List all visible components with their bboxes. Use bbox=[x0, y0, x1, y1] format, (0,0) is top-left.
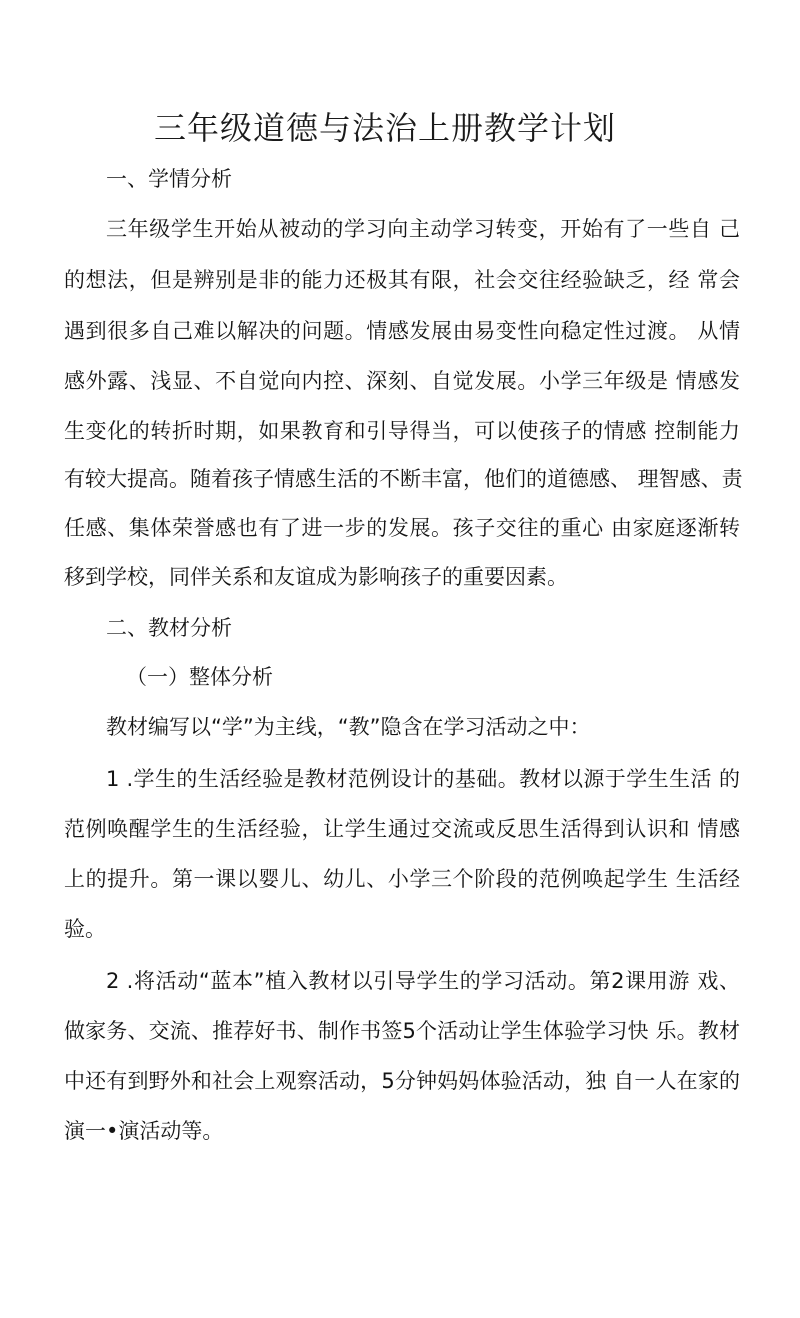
point-line: 中还有到野外和社会上观察活动，5分钟妈妈体验活动，独 自一人在家的 bbox=[64, 1069, 740, 1093]
point-line: 验。 bbox=[64, 917, 106, 941]
section-heading-learning-analysis: 一、学情分析 bbox=[106, 167, 232, 191]
paragraph-line: 遇到很多自己难以解决的问题。情感发展由易变性向稳定性过渡。 从情 bbox=[64, 319, 740, 343]
point-line: 2 .将活动“蓝本”植入教材以引导学生的学习活动。第2课用游 戏、 bbox=[106, 969, 740, 993]
point-line: 范例唤醒学生的生活经验，让学生通过交流或反思生活得到认识和 情感 bbox=[64, 817, 740, 841]
intro-line: 教材编写以“学”为主线，“教”隐含在学习活动之中： bbox=[106, 715, 591, 739]
point-line: 1 .学生的生活经验是教材范例设计的基础。教材以源于学生生活 的 bbox=[106, 767, 740, 791]
paragraph-line: 有较大提高。随着孩子情感生活的不断丰富，他们的道德感、 理智感、责 bbox=[64, 467, 743, 491]
paragraph-line: 移到学校，同伴关系和友谊成为影响孩子的重要因素。 bbox=[64, 565, 568, 589]
point-line: 做家务、交流、推荐好书、制作书签5个活动让学生体验学习快 乐。教材 bbox=[64, 1019, 740, 1043]
paragraph-line: 感外露、浅显、不自觉向内控、深刻、自觉发展。小学三年级是 情感发 bbox=[64, 369, 740, 393]
paragraph-line: 三年级学生开始从被动的学习向主动学习转变，开始有了一些自 己 bbox=[106, 217, 740, 241]
paragraph-line: 的想法，但是辨别是非的能力还极其有限，社会交往经验缺乏，经 常会 bbox=[64, 268, 740, 292]
point-line: 演一•演活动等。 bbox=[64, 1119, 224, 1143]
section-heading-textbook-analysis: 二、教材分析 bbox=[106, 616, 232, 640]
subsection-heading-overall-analysis: （一）整体分析 bbox=[126, 665, 273, 689]
point-line: 上的提升。第一课以婴儿、幼儿、小学三个阶段的范例唤起学生 生活经 bbox=[64, 867, 740, 891]
paragraph-line: 生变化的转折时期，如果教育和引导得当，可以使孩子的情感 控制能力 bbox=[64, 419, 740, 443]
paragraph-line: 任感、集体荣誉感也有了进一步的发展。孩子交往的重心 由家庭逐渐转 bbox=[64, 516, 740, 540]
document-title: 三年级道德与法治上册教学计划 bbox=[153, 109, 616, 147]
